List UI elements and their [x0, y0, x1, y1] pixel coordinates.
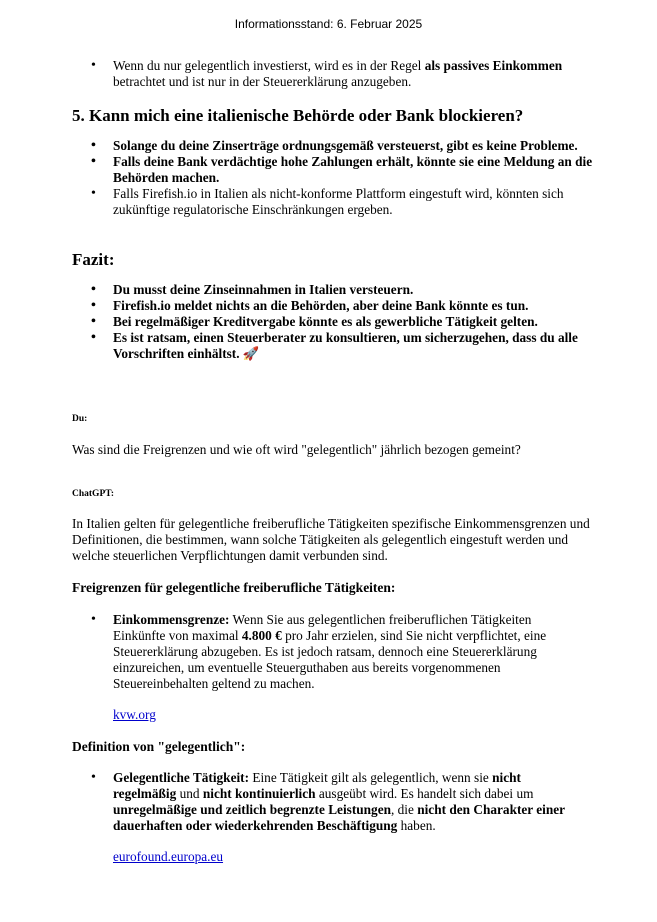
- top-bullet-list: [72, 58, 602, 90]
- definition-heading: Definition von "gelegentlich":: [72, 739, 246, 754]
- du-question: Was sind die Freigrenzen und wie oft wird "gelegentlich" jährlich bezogen gemeint?: [72, 442, 521, 457]
- du-label: Du:: [72, 414, 88, 424]
- list-item: • Bei regelmäßiger Kreditvergabe könnte es als gewerbliche Tätigkeit gelten.: [72, 314, 602, 330]
- eurofound-link[interactable]: eurofound.europa.eu: [113, 849, 224, 864]
- freigrenzen-heading: Freigrenzen für gelegentliche freiberufliche Tätigkeiten:: [72, 580, 396, 595]
- list-item: • Einkommensgrenze: Wenn Sie aus gelegentlichen freiberuflichen Tätigkeiten Einkünfte von maximal 4.800 € pro Jahr erzielen, sind Sie nicht verpflichtet, eine Steuererklärung abzugeben. Es ist jedoch ratsam, dennoch eine Steuererklärung einzureichen, um eventuelle Steuerguthaben aus bereits vorgenommenen Steuereinbehalten geltend zu machen.: [72, 612, 577, 692]
- freigrenzen-list: [72, 612, 577, 692]
- section-5-heading: 5. Kann mich eine italienische Behörde oder Bank blockieren?: [72, 106, 524, 125]
- list-item: • Solange du deine Zinserträge ordnungsgemäß versteuerst, gibt es keine Probleme.: [72, 138, 602, 154]
- list-item: • Wenn du nur gelegentlich investierst, wird es in der Regel als passives Einkommen betrachtet und ist nur in der Steuererklärung anzugeben.: [72, 58, 602, 90]
- list-item: • Gelegentliche Tätigkeit: Eine Tätigkeit gilt als gelegentlich, wenn sie nicht regelmäßig und nicht kontinuierlich ausgeübt wird. Es handelt sich dabei um unregelmäßige und zeitlich begrenzte Leistungen, die nicht den Charakter einer dauerhaften oder wiederkehrenden Beschäftigung haben.: [72, 770, 587, 834]
- list-item: • Falls deine Bank verdächtige hohe Zahlungen erhält, könnte sie eine Meldung an die Behörden machen.: [72, 154, 602, 186]
- definition-list: [72, 770, 587, 834]
- list-item: • Falls Firefish.io in Italien als nicht-konforme Plattform eingestuft wird, könnten sich zukünftige regulatorische Einschränkungen ergeben.: [72, 186, 602, 218]
- list-item: • Du musst deine Zinseinnahmen in Italien versteuern.: [72, 282, 602, 298]
- list-item: • Firefish.io meldet nichts an die Behörden, aber deine Bank könnte es tun.: [72, 298, 602, 314]
- fazit-list: [72, 282, 602, 362]
- page-header: Informationsstand: 6. Februar 2025: [234, 17, 423, 31]
- chatgpt-intro: In Italien gelten für gelegentliche freiberufliche Tätigkeiten spezifische Einkommensgrenzen und Definitionen, die bestimmen, wann solche Tätigkeiten als gelegentlich eingestuft werden und welche steuerlichen Verpflichtungen damit verbunden sind.: [72, 516, 590, 563]
- fazit-heading: Fazit:: [72, 250, 115, 269]
- chatgpt-label: ChatGPT:: [72, 489, 115, 499]
- list-item: • Es ist ratsam, einen Steuerberater zu konsultieren, um sicherzugehen, dass du alle Vorschriften einhältst. 🚀: [72, 330, 602, 362]
- section-5-list: [72, 138, 602, 218]
- kvw-link[interactable]: kvw.org: [113, 707, 156, 722]
